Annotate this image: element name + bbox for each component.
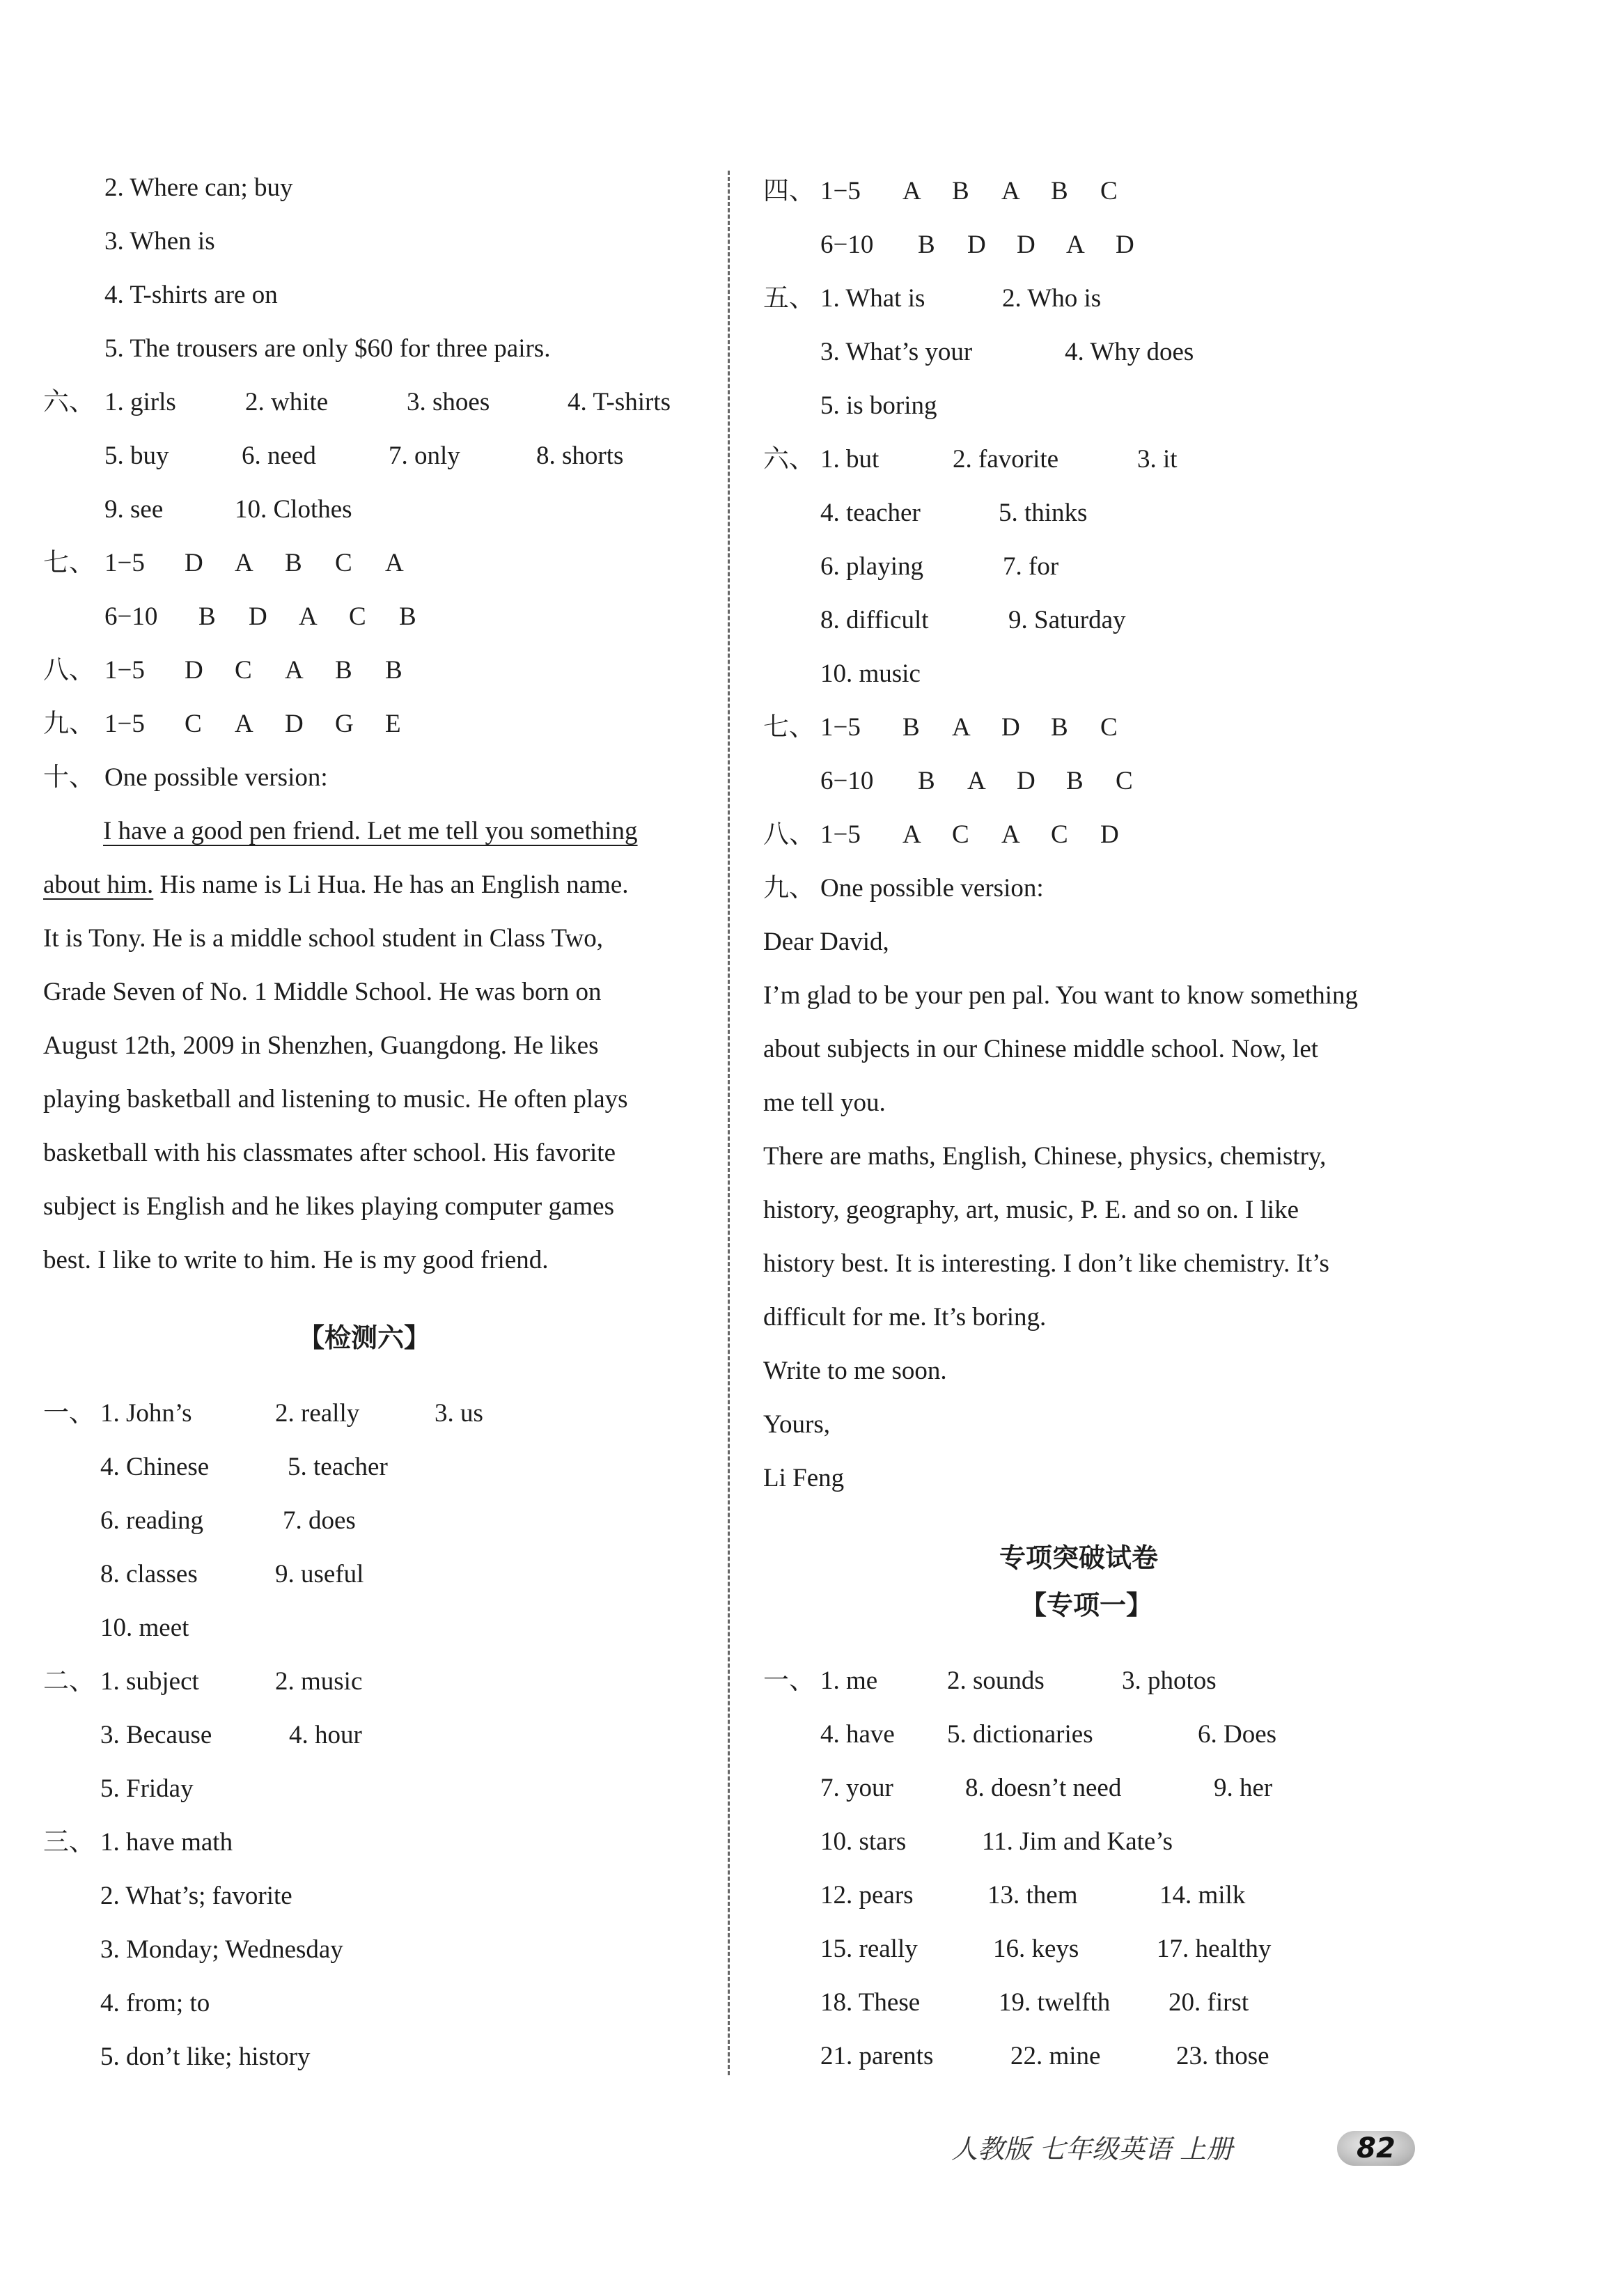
section-label: 九、 [43, 710, 95, 738]
section-label: 六、 [763, 445, 815, 474]
section-label: 八、 [763, 820, 815, 849]
section-label: 十、 [43, 763, 95, 792]
page-number: 82 [1357, 2132, 1396, 2164]
test6-title: 【检测六】 [298, 1322, 431, 1353]
section-label: 四、 [763, 177, 815, 205]
section-label: 一、 [763, 1666, 815, 1695]
essay-line: about him. His name is Li Hua. He has an English name. [43, 870, 629, 899]
page-number-badge [1337, 2131, 1415, 2166]
section-label: 六、 [43, 388, 95, 416]
special-title: 专项突破试卷 [999, 1543, 1159, 1573]
special-subtitle: 【专项一】 [1020, 1590, 1153, 1621]
section-label: 八、 [43, 656, 95, 685]
book-info: 人教版 七年级英语 上册 [951, 2134, 1233, 2164]
section-label: 五、 [763, 284, 815, 313]
section-label: 二、 [43, 1667, 95, 1696]
section-label: 三、 [43, 1828, 95, 1857]
section-label: 九、 [763, 874, 815, 903]
section-label: 七、 [43, 549, 95, 577]
section-label: 七、 [763, 713, 815, 742]
section-label: 一、 [43, 1399, 95, 1428]
column-divider [728, 171, 730, 2075]
